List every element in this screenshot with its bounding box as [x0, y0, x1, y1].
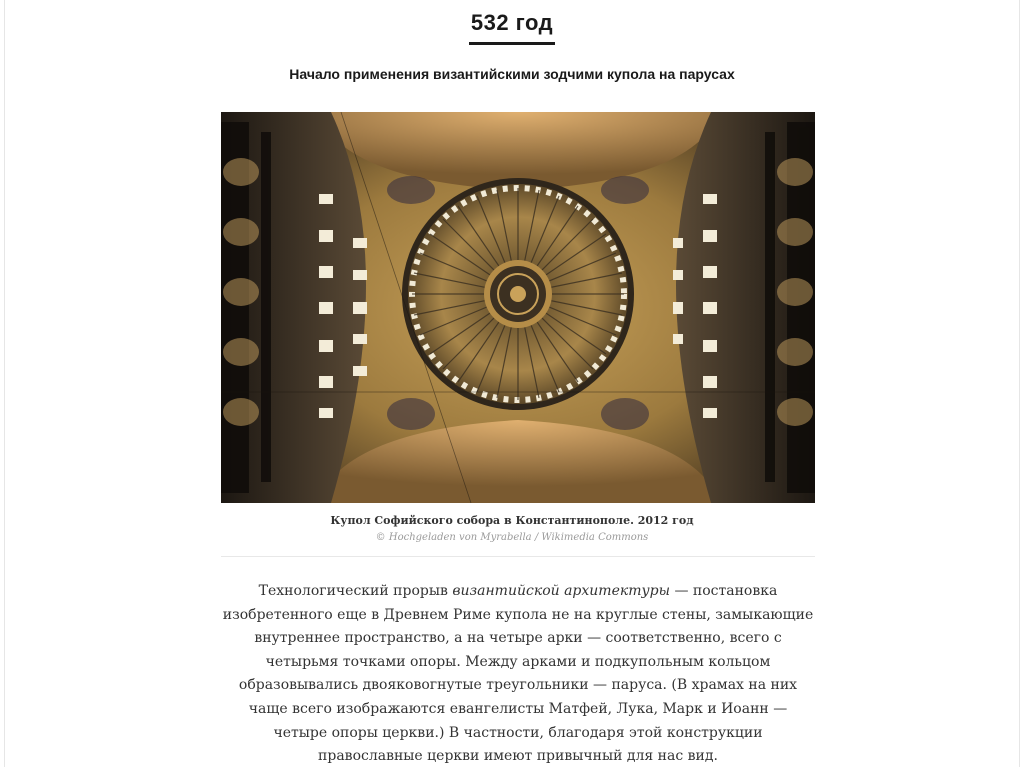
article-paragraph: [222, 580, 814, 769]
year-heading-text: 532 год: [469, 10, 555, 45]
photo-credit: © Hochgeladen von Myrabella / Wikimedia Commons: [375, 532, 649, 543]
dome-photo-illustration: [221, 112, 815, 503]
article-text-part2: — постановка изобретенного еще в Древнем Риме купола не на круглые стены, замыкающие внутреннее пространство, а на четыре арки — соответственно, всего с четырьмя точками опоры. Между арками и подкупольным кольцом образовывались двояковогнутые треугольники — паруса. (В храмах на них чаще всего изображаются евангелисты Матфей, Лука, Марк и Иоанн — четыре опоры церкви.) В частности, благодаря этой конструкции православные церкви имеют привычный для нас вид.: [222, 583, 814, 765]
page-frame-right: [1019, 0, 1020, 767]
page-frame-left: [4, 0, 5, 767]
article-text-part1: Технологический прорыв: [258, 583, 453, 599]
dome-photo: [221, 112, 815, 503]
divider: [221, 556, 815, 557]
article-link-byzantine-architecture[interactable]: византийской архитектуры: [452, 583, 670, 599]
year-heading: [0, 10, 1024, 45]
page-subtitle: Начало применения византийскими зодчими купола на парусах: [289, 66, 735, 82]
photo-caption: Купол Софийского собора в Константинополе. 2012 год: [330, 514, 694, 527]
